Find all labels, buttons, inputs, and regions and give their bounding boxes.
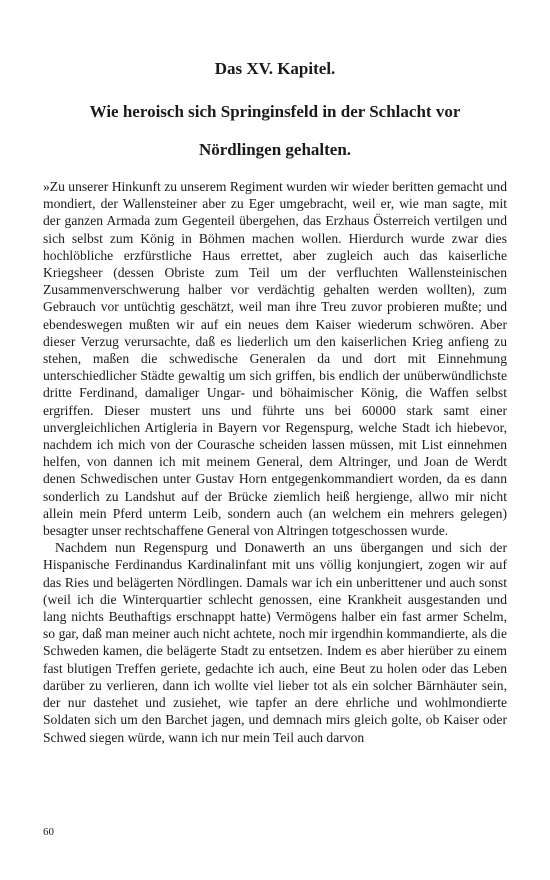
- page: [43, 58, 507, 746]
- chapter-title: Das XV. Kapitel.: [214, 59, 336, 78]
- chapter-subtitle: [43, 93, 507, 169]
- paragraph-1: »Zu unserer Hinkunft zu unserem Regiment wurden wir wieder beritten gemacht und mondiert, der Wallensteiner aber zu Eger umgebracht, weil er, wie man sagte, mit der ganzen Armada zum Gegenteil übergehen, das Erzhaus Österreich vertilgen und sich selbst zum König in Böhmen machen wollen. Hierdurch wurde zwar dies hochlöbliche erzfürstliche Haus errettet, aber zugleich auch das kaiserliche Kriegsheer (dessen Obriste zum Teil um der verfluchten Wallensteinischen Zusammenverschwerung halber vor verdächtig gehalten werden wollten), zum Gebrauch vor untüchtig geschätzt, weil man ihre Treu zuvor probieren mußte; und ebendeswegen mußten wir auf ein neues dem Kaiser wiederum schwören. Aber dieser Verzug verursachte, daß es liederlich um den kaiserlichen Krieg anfieng zu stehen, maßen die schwedische Generalen da und dort mit Einnehmung unterschiedlicher Städte gewaltig um sich griffen, bis endlich der unüberwündlichste dritte Ferdinand, damaliger Ungar- und böhaimischer König, die Waffen selbst ergriffen. Dieser mustert uns und führte uns bei 60000 stark samt einer unvergleichlichen Artigleria in Bayern vor Regenspurg, welche Stadt ich hiebevor, nachdem ich mich von der Courasche scheiden lassen müssen, mit List einnehmen helfen, von dannen ich mit meinem General, dem Altringer, und Joan de Werdt denen Schwedischen unter Gustav Horn entgegenkommandiert worden, da es dann sonderlich zu Landshut auf der Brücke ziemlich heiß hergienge, allwo mir nicht allein mein Pferd unterm Leib, sondern auch (an welchem ein mehrers gelegen) besagter unser rechtschaffene General von Altringen totgeschossen wurde.: [43, 179, 507, 539]
- paragraph-2: Nachdem nun Regenspurg und Donawerth an uns übergangen und sich der Hispanische Ferdinandus Kardinalinfant mit uns völlig konjungiert, zogen wir auf das Ries und belägerten Nördlingen. Damals war ich ein unberittener und auch sonst (weil ich die Winterquartier schlecht genossen, eine Krankheit ausgestanden und lang nichts Beuthaftigs erschnappt hatte) Vermögens halber ein fast armer Schelm, so gar, daß man meiner auch nicht achtete, noch mir irgendhin kommandierte, als die Schweden kamen, die belägerte Stadt zu entsetzen. Indem es aber hierüber zu einem fast blutigen Treffen geriete, gedachte ich auch, eine Beut zu holen oder das Leben darüber zu verlieren, dann ich wollte viel lieber tot als ein solcher Bärnhäuter sein, der nur dastehet und zusiehet, wie tapfer an dere ehrliche und wohlmondierte Soldaten sich um den Barchet jagen, und demnach mirs gleich golte, ob Kaiser oder Schwed siegen würde, wann ich nur mein Teil auch darvon: [43, 540, 507, 745]
- page-number: 60: [43, 826, 54, 838]
- body-text: [43, 178, 507, 746]
- chapter-subtitle-line-1: Wie heroisch sich Springinsfeld in der Schlacht vor: [89, 102, 461, 121]
- chapter-subtitle-line-2: Nördlingen gehalten.: [198, 140, 352, 159]
